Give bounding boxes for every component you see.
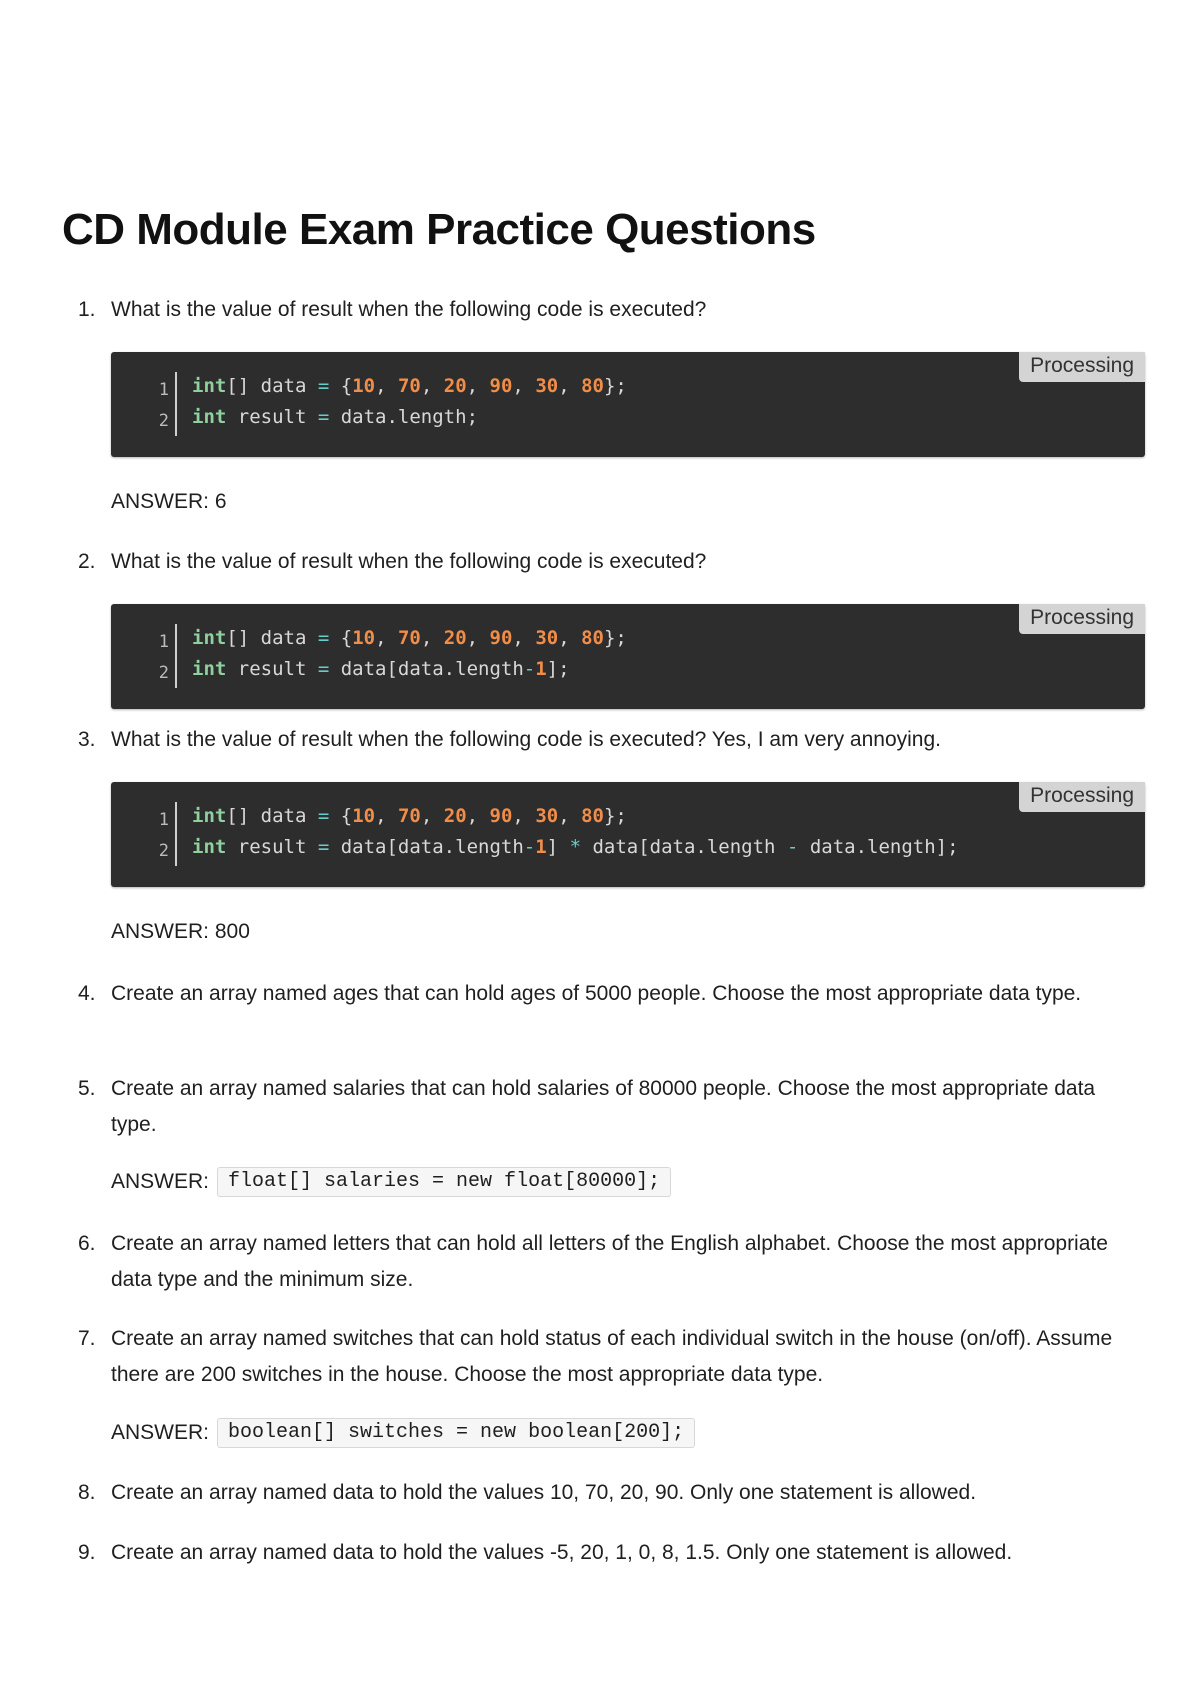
code-text: [] data <box>226 805 318 827</box>
processing-badge: Processing <box>1019 604 1145 634</box>
code-text: , <box>512 375 536 397</box>
code-text: ]; <box>546 658 570 680</box>
code-text: data[data.length <box>329 836 524 858</box>
question-text: Create an array named ages that can hold ages of 5000 people. Choose the most appropriate data type. <box>111 982 1082 1005</box>
question-number: 8. <box>78 1481 96 1504</box>
code-number: 90 <box>489 375 513 397</box>
code-operator: - <box>523 658 536 680</box>
processing-badge: Processing <box>1019 782 1145 812</box>
code-text: , <box>466 805 490 827</box>
code-text: [] data <box>226 627 318 649</box>
code-number: 10 <box>352 627 376 649</box>
code-text: [] data <box>226 375 318 397</box>
code-text: , <box>420 627 444 649</box>
question-text: Create an array named switches that can hold status of each individual switch in the house (on/off). Assume there are 200 switches in the house. Choose the most appropriate data type. <box>111 1327 1113 1386</box>
code-operator: = <box>317 406 330 428</box>
code-source <box>192 805 627 827</box>
code-text: data[data.length <box>581 836 787 858</box>
code-number: 90 <box>489 805 513 827</box>
answer-label: ANSWER: <box>111 920 210 943</box>
question-number: 9. <box>78 1541 96 1564</box>
code-text: { <box>329 627 353 649</box>
code-text: data.length; <box>329 406 479 428</box>
code-operator: = <box>317 836 330 858</box>
question-text: Create an array named salaries that can hold salaries of 80000 people. Choose the most appropriate data type. <box>111 1077 1096 1136</box>
answer-label: ANSWER: <box>111 490 210 513</box>
code-number: 80 <box>581 627 604 649</box>
code-operator: - <box>786 836 799 858</box>
code-operator: = <box>317 658 330 680</box>
line-number: 2 <box>158 411 169 431</box>
answer-label: ANSWER: <box>111 1170 210 1193</box>
code-text: data.length]; <box>798 836 959 858</box>
question-text: Create an array named letters that can hold all letters of the English alphabet. Choose the most appropriate data type and the minimum size. <box>111 1232 1108 1291</box>
code-operator: = <box>317 375 330 397</box>
code-text: { <box>329 805 353 827</box>
question-number: 3. <box>78 728 96 751</box>
question-number: 1. <box>78 298 96 321</box>
answer-1 <box>111 484 227 520</box>
line-gutter <box>175 624 177 688</box>
question-number: 7. <box>78 1327 96 1350</box>
code-number: 10 <box>352 375 376 397</box>
code-block-2 <box>111 604 1145 709</box>
code-text: , <box>375 805 398 827</box>
code-source <box>192 836 959 858</box>
code-text: , <box>558 375 582 397</box>
code-text: result <box>226 658 318 680</box>
code-text: , <box>375 627 398 649</box>
code-text: result <box>226 836 318 858</box>
code-text: }; <box>603 805 627 827</box>
code-text: , <box>420 805 444 827</box>
code-text: { <box>329 375 353 397</box>
code-text: }; <box>603 627 627 649</box>
code-text: }; <box>603 375 627 397</box>
code-text: , <box>375 375 398 397</box>
answer-code: boolean[] switches = new boolean[200]; <box>217 1418 695 1448</box>
code-number: 10 <box>352 805 376 827</box>
code-number: 20 <box>443 375 467 397</box>
code-text: , <box>558 627 582 649</box>
code-keyword: int <box>192 836 227 858</box>
page-title: CD Module Exam Practice Questions <box>62 205 816 254</box>
code-number: 70 <box>397 805 421 827</box>
code-text: ] <box>546 836 570 858</box>
question-number: 4. <box>78 982 96 1005</box>
code-source <box>192 375 627 397</box>
code-keyword: int <box>192 805 227 827</box>
code-text: , <box>512 805 536 827</box>
code-text: , <box>466 627 490 649</box>
code-number: 30 <box>535 627 559 649</box>
line-number: 1 <box>158 810 169 830</box>
code-text: , <box>558 805 582 827</box>
processing-badge: Processing <box>1019 352 1145 382</box>
code-number: 1 <box>535 836 547 858</box>
code-number: 20 <box>443 805 467 827</box>
line-gutter <box>175 372 177 436</box>
question-number: 5. <box>78 1077 96 1100</box>
code-number: 90 <box>489 627 513 649</box>
code-block-3 <box>111 782 1145 887</box>
line-gutter <box>175 802 177 866</box>
code-block-1 <box>111 352 1145 457</box>
code-keyword: int <box>192 627 227 649</box>
code-text: data[data.length <box>329 658 524 680</box>
code-source <box>192 658 570 680</box>
question-text: Create an array named data to hold the values 10, 70, 20, 90. Only one statement is allowed. <box>111 1481 977 1504</box>
code-number: 1 <box>535 658 547 680</box>
code-text: result <box>226 406 318 428</box>
code-text: , <box>466 375 490 397</box>
question-text: What is the value of result when the following code is executed? <box>111 550 707 573</box>
code-number: 80 <box>581 375 604 397</box>
question-text: What is the value of result when the following code is executed? <box>111 298 707 321</box>
question-number: 6. <box>78 1232 96 1255</box>
code-text: , <box>512 627 536 649</box>
code-keyword: int <box>192 658 227 680</box>
answer-value: 6 <box>214 490 227 513</box>
code-operator: = <box>317 805 330 827</box>
line-number: 1 <box>158 380 169 400</box>
code-operator: * <box>569 836 582 858</box>
code-number: 20 <box>443 627 467 649</box>
question-text: Create an array named data to hold the values -5, 20, 1, 0, 8, 1.5. Only one statement is allowed. <box>111 1541 1013 1564</box>
code-text: , <box>420 375 444 397</box>
answer-label: ANSWER: <box>111 1421 210 1444</box>
answer-value: 800 <box>214 920 250 943</box>
code-keyword: int <box>192 406 227 428</box>
answer-5 <box>111 1164 671 1200</box>
answer-7 <box>111 1415 695 1451</box>
code-number: 70 <box>397 375 421 397</box>
code-number: 30 <box>535 375 559 397</box>
line-number: 1 <box>158 632 169 652</box>
code-number: 30 <box>535 805 559 827</box>
code-source <box>192 627 627 649</box>
code-number: 70 <box>397 627 421 649</box>
answer-3 <box>111 914 250 950</box>
code-keyword: int <box>192 375 227 397</box>
question-text: What is the value of result when the following code is executed? Yes, I am very annoying. <box>111 728 941 751</box>
code-operator: - <box>523 836 536 858</box>
answer-code: float[] salaries = new float[80000]; <box>217 1167 671 1197</box>
line-number: 2 <box>158 663 169 683</box>
code-number: 80 <box>581 805 604 827</box>
code-operator: = <box>317 627 330 649</box>
line-number: 2 <box>158 841 169 861</box>
code-source <box>192 406 478 428</box>
question-number: 2. <box>78 550 96 573</box>
